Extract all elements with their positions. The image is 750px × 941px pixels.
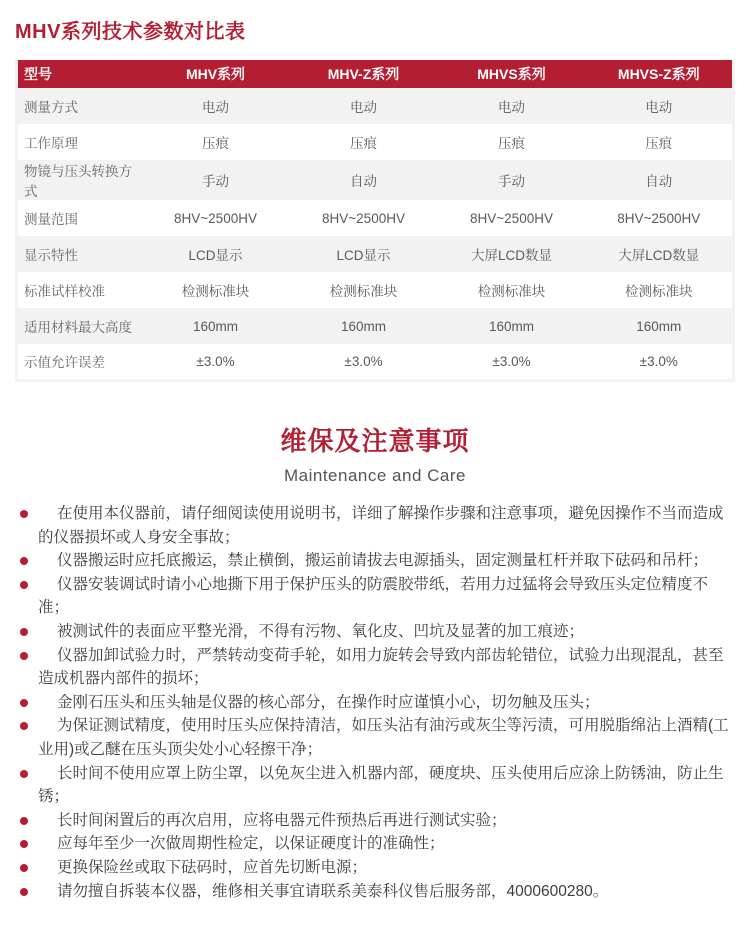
spec-table-body: [17, 88, 734, 380]
care-note-item: [0, 714, 737, 761]
spec-row-label: 工作原理: [24, 136, 78, 151]
care-note-item: [0, 502, 737, 549]
care-note-text: 仪器加卸试验力时，严禁转动变荷手轮，如用力旋转会导致内部齿轮错位，试验力出现混乱，甚至造成机器内部件的损坏；: [38, 646, 724, 688]
spec-cell: 自动: [350, 174, 377, 189]
spec-cell: 电动: [645, 100, 673, 115]
bullet-dot-icon: [20, 722, 28, 730]
care-note-item: [0, 549, 737, 573]
care-note-text: 为保证测试精度，使用时压头应保持清洁，如压头沾有油污或灰尘等污渍，可用脱脂绵沾上酒精(工业用)或乙醚在压头顶尖处小心轻擦干净；: [38, 717, 729, 758]
spec-row: [17, 160, 734, 200]
spec-cell: LCD显示: [336, 248, 391, 263]
spec-cell: ±3.0%: [639, 353, 678, 369]
spec-cell: 压痕: [645, 136, 673, 151]
care-notes-list: [0, 502, 737, 903]
spec-cell: 电动: [350, 100, 377, 115]
spec-row-label: 显示特性: [24, 248, 78, 263]
column-header-series: MHVS系列: [438, 60, 586, 88]
spec-cell: 检测标准块: [477, 284, 546, 299]
spec-row-label: 测量方式: [24, 100, 78, 115]
spec-cell: 160mm: [192, 318, 238, 334]
care-note-item: [0, 880, 737, 904]
care-note-item: [0, 856, 737, 880]
spec-cell: 压痕: [350, 136, 377, 151]
care-note-item: [0, 620, 737, 644]
care-note-text: 仪器搬运时应托底搬运，禁止横倒，搬运前请拔去电源插头，固定测量杠杆并取下砝码和吊杆；: [57, 552, 709, 570]
spec-cell: 手动: [202, 174, 229, 189]
bullet-dot-icon: [20, 770, 28, 778]
care-note-text: 仪器安装调试时请小心地撕下用于保护压头的防震胶带纸，若用力过猛将会导致压头定位精度不准；: [38, 575, 709, 617]
spec-cell: 检测标准块: [329, 284, 398, 299]
care-note-item: [0, 644, 737, 691]
spec-cell: 8HV~2500HV: [322, 210, 405, 226]
bullet-dot-icon: [20, 840, 28, 848]
column-header-series: MHV系列: [142, 60, 290, 88]
care-note-item: [0, 832, 737, 856]
spec-row-label: 适用材料最大高度: [24, 320, 132, 335]
bullet-dot-icon: [20, 652, 28, 660]
spec-cell: 手动: [498, 174, 525, 189]
spec-cell: 大屏LCD数显: [470, 248, 552, 263]
spec-cell: 自动: [645, 174, 673, 189]
bullet-dot-icon: [20, 581, 28, 589]
care-note-text: 请勿擅自拆装本仪器，维修相关事宜请联系美泰科仪售后服务部，4000600280。: [57, 882, 609, 900]
care-note-text: 更换保险丝或取下砝码时，应首先切断电源；: [57, 858, 368, 876]
care-note-text: 应每年至少一次做周期性检定，以保证硬度计的准确性；: [57, 835, 445, 853]
column-header-model: 型号: [17, 60, 142, 88]
maintenance-section-header: [0, 421, 750, 486]
spec-row: [17, 308, 734, 344]
spec-header-row: [17, 60, 734, 88]
spec-cell: ±3.0%: [344, 353, 383, 369]
spec-cell: 检测标准块: [181, 284, 250, 299]
spec-row: [17, 200, 734, 236]
column-header-series: MHVS-Z系列: [586, 60, 734, 88]
care-note-text: 被测试件的表面应平整光滑，不得有污物、氧化皮、凹坑及显著的加工痕迹；: [57, 622, 585, 640]
spec-cell: 8HV~2500HV: [174, 210, 257, 226]
spec-row: [17, 236, 734, 272]
spec-row: [17, 88, 734, 124]
spec-cell: 压痕: [498, 136, 525, 151]
spec-cell: 8HV~2500HV: [470, 210, 553, 226]
bullet-dot-icon: [20, 557, 28, 565]
spec-cell: 160mm: [636, 318, 682, 334]
column-header-series: MHV-Z系列: [290, 60, 438, 88]
spec-table-header: [17, 60, 734, 88]
spec-cell: 电动: [202, 100, 229, 115]
spec-cell: 检测标准块: [625, 284, 693, 299]
spec-row-label: 示值允许误差: [24, 355, 105, 371]
care-note-text: 长时间不使用应罩上防尘罩，以免灰尘进入机器内部，硬度块、压头使用后应涂上防锈油，防止生锈；: [38, 764, 724, 806]
section-title-cn: 维保及注意事项: [280, 426, 470, 456]
bullet-dot-icon: [20, 699, 28, 707]
spec-cell: 8HV~2500HV: [617, 210, 701, 226]
spec-cell: ±3.0%: [492, 353, 531, 369]
care-note-text: 在使用本仪器前，请仔细阅读使用说明书，详细了解操作步骤和注意事项，避免因操作不当而造成的仪器损坏或人身安全事故；: [38, 505, 724, 546]
spec-row: [17, 124, 734, 160]
bullet-dot-icon: [20, 888, 28, 896]
bullet-dot-icon: [20, 864, 28, 872]
care-note-text: 长时间闲置后的再次启用，应将电器元件预热后再进行测试实验；: [57, 811, 507, 829]
spec-cell: LCD显示: [188, 248, 243, 263]
spec-row-label: 标准试样校准: [24, 284, 105, 299]
care-note-text: 金刚石压头和压头轴是仪器的核心部分，在操作时应谨慎小心，切勿触及压头；: [57, 693, 600, 711]
section-title-en: Maintenance and Care: [283, 466, 466, 485]
care-note-item: [0, 809, 737, 833]
spec-row: [17, 272, 734, 308]
spec-row-label: 物镜与压头转换方式: [24, 164, 132, 199]
care-note-item: [0, 762, 737, 809]
spec-cell: 160mm: [488, 318, 534, 334]
spec-row: [17, 344, 734, 380]
care-note-item: [0, 573, 737, 620]
spec-cell: 160mm: [340, 318, 386, 334]
bullet-dot-icon: [20, 510, 28, 518]
bullet-dot-icon: [20, 817, 28, 825]
spec-cell: ±3.0%: [196, 353, 235, 369]
spec-cell: 电动: [498, 100, 525, 115]
spec-row-label: 测量范围: [24, 212, 78, 227]
spec-cell: 压痕: [202, 136, 229, 151]
bullet-dot-icon: [20, 628, 28, 636]
spec-comparison-table: [15, 60, 735, 382]
page-title: MHV系列技术参数对比表: [15, 21, 246, 43]
spec-cell: 大屏LCD数显: [618, 248, 700, 263]
care-note-item: [0, 691, 737, 715]
